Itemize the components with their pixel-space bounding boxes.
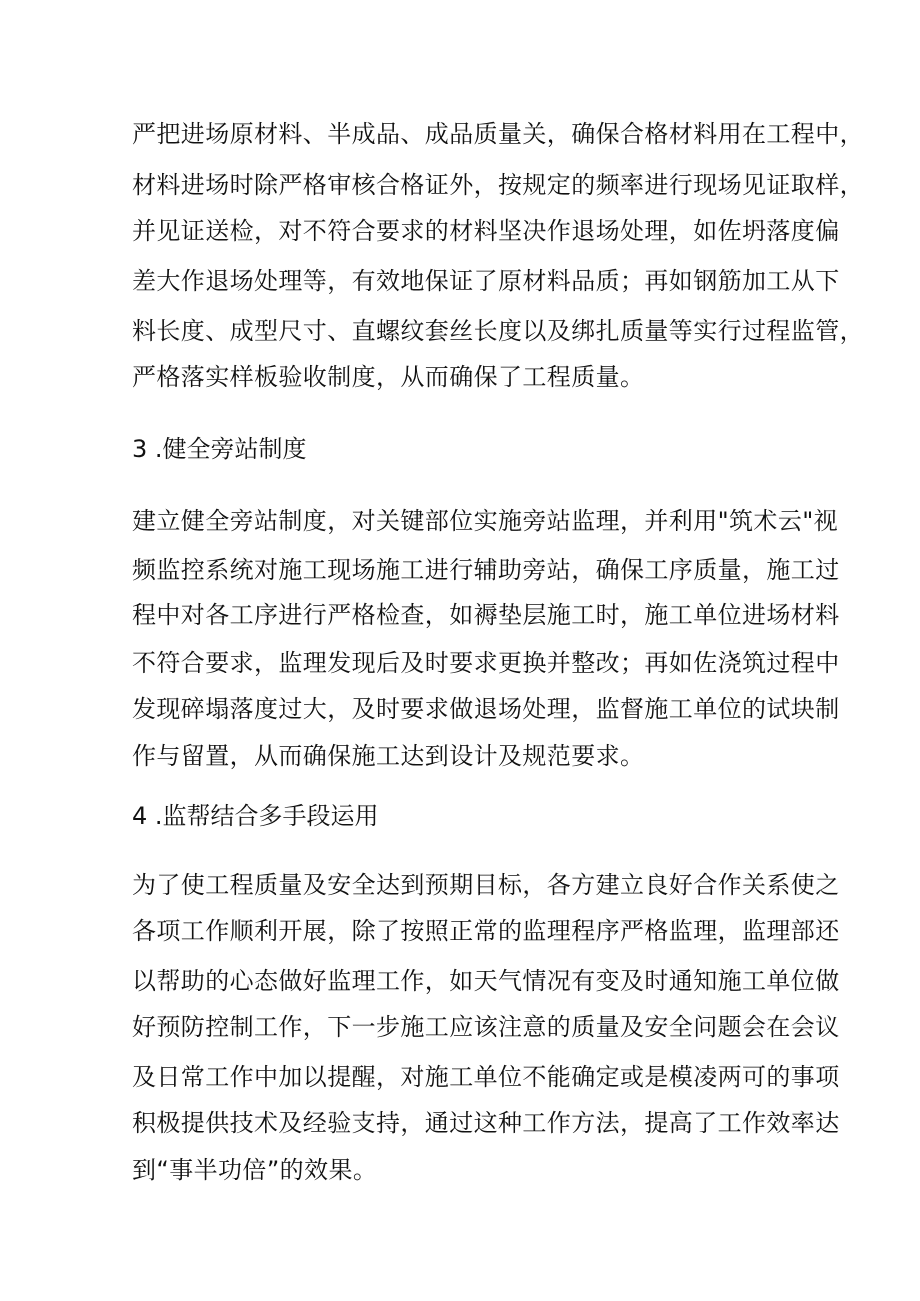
text-line: 为了使工程质量及安全达到预期目标，各方建立良好合作关系使之: [132, 871, 840, 899]
text-line: 严把进场原材料、半成品、成品质量关，确保合格材料用在工程中，: [132, 120, 864, 148]
text-line: 及日常工作中加以提醒，对施工单位不能确定或是模凌两可的事项: [132, 1063, 840, 1091]
section-heading-4: 4 .监帮结合多手段运用: [132, 802, 379, 830]
text-line: 积极提供技术及经验支持，通过这种工作方法，提高了工作效率达: [132, 1109, 840, 1137]
text-line: 严格落实样板验收制度，从而确保了工程质量。: [132, 363, 645, 391]
text-line: 不符合要求，监理发现后及时要求更换并整改；再如佐浇筑过程中: [132, 649, 840, 677]
text-line: 发现碎塌落度过大，及时要求做退场处理，监督施工单位的试块制: [132, 695, 840, 723]
section-heading-3: 3 .健全旁站制度: [132, 435, 307, 463]
text-line: 差大作退场处理等，有效地保证了原材料品质；再如钢筋加工从下: [132, 267, 840, 295]
text-line: 以帮助的心态做好监理工作，如天气情况有变及时通知施工单位做: [132, 967, 840, 995]
text-line: 各项工作顺利开展，除了按照正常的监理程序严格监理，监理部还: [132, 917, 840, 945]
text-line: 材料进场时除严格审核合格证外，按规定的频率进行现场见证取样，: [132, 171, 864, 199]
text-line: 并见证送检，对不符合要求的材料坚决作退场处理，如佐坍落度偏: [132, 217, 840, 245]
text-line: 作与留置，从而确保施工达到设计及规范要求。: [132, 742, 645, 770]
text-line: 频监控系统对施工现场施工进行辅助旁站，确保工序质量，施工过: [132, 556, 840, 584]
text-line: 建立健全旁站制度，对关键部位实施旁站监理，并利用"筑术云"视: [132, 507, 839, 535]
text-line: 到“事半功倍”的效果。: [132, 1156, 378, 1184]
text-line: 程中对各工序进行严格检查，如褥垫层施工时，施工单位进场材料: [132, 601, 840, 629]
text-line: 好预防控制工作，下一步施工应该注意的质量及安全问题会在会议: [132, 1013, 840, 1041]
text-line: 料长度、成型尺寸、直螺纹套丝长度以及绑扎质量等实行过程监管，: [132, 317, 864, 345]
